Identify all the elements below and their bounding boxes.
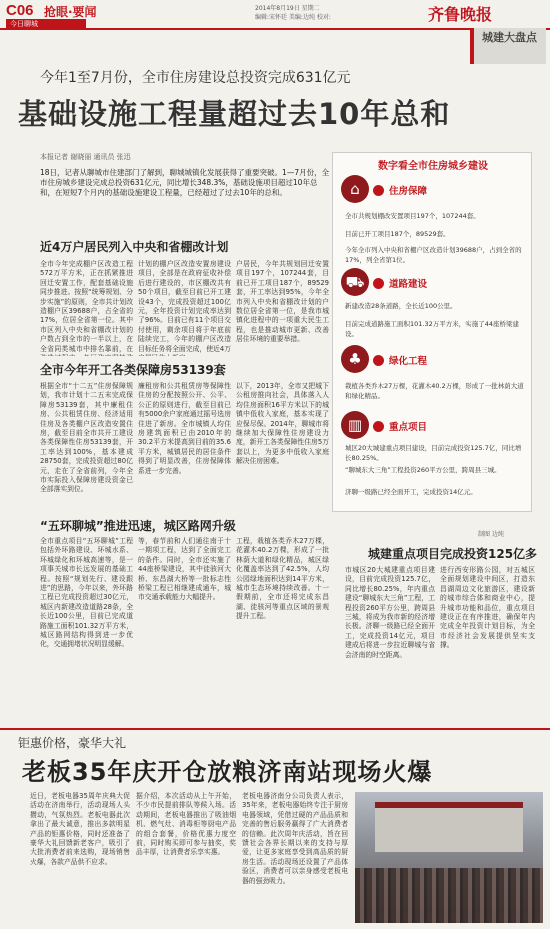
- article-column: 据介绍，本次活动从上午开始，不少市民提前排队等候入场。活动期间，老板电器推出了吸油烟机、燃气灶、消毒柜等厨电产品的组合套餐，价格优惠力度空前，同时购买即可参与抽奖，奖品丰厚，让消费者乐享实惠。: [136, 792, 236, 857]
- article-column: 计划的棚户区改造安置房建设项目，全部是在政府征收补偿后进行建设的，市区棚改共有50个项目，截至目前已开工建设43个，完成投资超过100亿元，全年投资计划完成率达到了96%。目前已有11个项目交付使用，剩余项目将于年底前陆续完工，今年的棚户区改造目标任务将全面完成，使近4万: [138, 260, 231, 353]
- infographic-credit: 制图 边纯: [478, 531, 504, 538]
- page-number: C06: [6, 2, 34, 19]
- photo-crowd: [355, 868, 543, 923]
- infographic-housing-heading: 住房保障: [373, 183, 427, 197]
- section-badge: [470, 28, 546, 64]
- event-photo: [355, 792, 543, 923]
- headline-kicker: 今年1至7月份，全市住房建设总投资完成631亿元: [40, 70, 351, 86]
- housing-line: 全市共规划棚改安置项目197个，107244套。: [345, 212, 480, 220]
- issue-date: 2014年8月19日 星期二: [255, 5, 320, 12]
- editor-credits: 编辑:宋怀廷 美编:边纯 校对:: [255, 14, 331, 21]
- section-heading: 城建重点项目完成投资125亿多: [368, 547, 538, 561]
- feature-kicker: 钜惠价格，豪华大礼: [18, 736, 127, 750]
- feature-headline: 老板35年庆开仓放粮济南站现场火爆: [22, 758, 433, 786]
- article-column: 全市今年完成棚户区改造工程572万平方米，正在抓紧推进回迁安置工作，配套基础设施同步推进。按照“统筹规划、分步实施”的原则，全市共计划改造棚户区39688户，占全省的17%，位居全省第一位。其中市区列入中央和省棚改计划的户数占到全市的一半以上，在全省同类城市中排名靠前，在: [40, 260, 133, 353]
- badge-text: 城建大盘点: [482, 31, 537, 44]
- section-heading: 全市今年开工各类保障房53139套: [40, 363, 226, 377]
- infographic-road-heading: 道路建设: [373, 276, 427, 290]
- article-column: 等，春节前和人们通往南于十一期项工程，达到了全面完工的条件。同时，全市还实施了44座桥梁建设，其中徒骇河大桥、东昌湖大桥等一批标志性桥梁工程已相继建成通车，城市交通承载能力大幅提升。: [138, 537, 231, 602]
- key-line: 城区20大城建重点项目建设，目前完成投资125.7亿，同比增长80.25%。: [345, 444, 522, 462]
- key-line: “聊城东大三角”工程投资260平方公里，跨周县三城。: [345, 466, 501, 474]
- main-headline: 基础设施工程量超过去10年总和: [18, 97, 451, 131]
- feature-divider: [0, 728, 550, 730]
- housing-line: 今年全市列入中央和省棚户区改造计划39688户，占到全省的17%，列全省第1位。: [345, 246, 522, 264]
- road-icon: ⛟: [341, 268, 369, 296]
- section-name: 抢眼·要闻: [44, 5, 97, 19]
- tree-icon: ♣: [341, 345, 369, 373]
- article-column: 进行西安形路公园，对五城区全面规划建设中间区，打造东昌湖周边文化旅游区，建设新的城市综合体和商业中心，提升城市功能和品位，重点项目建设正在有序推进，确保年内完成全年投资计划目标，为全市经济社会发展提供坚实支撑。: [440, 566, 535, 650]
- road-line: 新建改造28条道路，全长近100公里。: [345, 302, 457, 310]
- article-column: 全市重点项目“五环聊城”工程包括外环路建设、环城水系、环城绿化和环城高速等，是一项事关城市长远发展的基础工程。按照“规划先行、建设跟进”的思路，今年以来，外环路工程已完成投资超过30亿元，城区内新建改造道路28条，全长近100公里，目前已完成道路施工面积101.32万平方米，城区路网结构得到进一步优化，交通拥堵状况明显缓解。: [40, 537, 133, 649]
- photo-stage: [375, 802, 523, 852]
- road-line: 目前完成道路施工面积101.32万平方米，实施了44座桥梁建设。: [345, 320, 520, 338]
- infographic-key-heading: 重点项目: [373, 419, 427, 433]
- article-column: 工程，栽植各类乔木27万棵，花灌木40.2万棵，形成了一批林荫大道和绿化精品，城区绿化覆盖率达到了42.5%，人均公园绿地面积达到14平方米，城市生态环境持续改善。十一假期前，全市还将完成东昌湖、徒骇河等重点区域的景观提升工程。: [236, 537, 329, 621]
- infographic-title: 数字看全市住房城乡建设: [378, 161, 488, 172]
- article-column: 户居民，今年共规划回迁安置项目197个，107244套，目前已开工项目187个，89529套，开工率达到95%，今年全市列入中央和省棚改计划的户数位居全省第一位，是我市城镇化进程中的一项重大民生工程，也是推动城市更新、改善居住环境的重要举措。: [236, 260, 329, 344]
- housing-line: 目前已开工项目187个，89529套。: [345, 230, 450, 238]
- article-column: 老板电器济南分公司负责人表示，35年来，老板电器始终专注于厨房电器领域，凭借过硬的产品品质和完善的售后服务赢得了广大消费者的信赖。此次周年庆活动，旨在回馈社会各界长期以来的支持与厚爱，让更多家庭享受到高品质的厨房生活。活动现场还设置了产品体验区，消费者可以亲身感受老板电器的强劲吸力。: [242, 792, 348, 885]
- byline: 本报记者 谢晓丽 通讯员 张迅: [40, 153, 131, 161]
- article-column: 近日，老板电器35周年庆典大促活动在济南举行，活动现场人头攒动，气氛热烈。老板电器此次拿出了最大诚意，推出多款明星产品的钜惠价格，同时还准备了豪华大礼回馈新老客户，吸引了大批消费者前来选购，现场销售火爆，各款产品供不应求。: [30, 792, 130, 866]
- section-heading: “五环聊城”推进迅速，城区路网升级: [40, 519, 236, 533]
- key-line: 济聊一级路已经全面开工，完成投资14亿元。: [345, 488, 477, 496]
- article-column: 廉租房和公共租赁房等保障性住房的分配按照公开、公平、公正的原则进行，截至目前已有5000余户家庭通过摇号选房住进了新房。全市城镇人均住房建筑面积已由2010年的30.2平方米提高到目前的35.6平方米，城镇居民的居住条件得到了明显改善，住房保障体系进一步完善。: [138, 382, 231, 475]
- article-column: 以下，2013年，全市又把城下公租房推向社会，具体落入人均住房面积16平方米以下的城镇中低收入家庭，基本实现了应保尽保。2014年，聊城市将继续加大保障性住房建设力度，新开工各类保障性住房5万套以上，为更多中低收入家庭解决住房困难。: [236, 382, 329, 466]
- green-line: 栽植各类乔木27万棵，花灌木40.2万棵，形成了一批林荫大道和绿化精品。: [345, 382, 524, 400]
- newspaper-logo: 齐鲁晚报: [428, 5, 493, 24]
- lead-paragraph: 18日，记者从聊城市住建部门了解到，聊城城镇化发展获得了重要突破。1—7月份，全市住房城乡建设完成总投资631亿元，同比增长348.3%，基础设施项目超过10年总和，在短短7个月内的基础设施建设工程量，已经超过了过去10年的总和。: [40, 168, 330, 197]
- infographic-green-heading: 绿化工程: [373, 353, 427, 367]
- article-column: 根据全市“十二五”住房保障规划，我市计划十二五末完成保障房53139套，其中廉租住房、公共租赁住房、经济适用住房及各类棚户区改造安置住房，截至目前全市共开工建设各类保障性住房53139套，开工率达到100%，基本建成28750套，完成投资超过80亿元，走在了全省前列，今年全市实际投入保障房建设资金已全部落实到位。: [40, 382, 133, 494]
- section-heading: 近4万户居民列入中央和省棚改计划: [40, 240, 229, 254]
- house-icon: ⌂: [341, 175, 369, 203]
- infographic: [332, 152, 532, 512]
- article-column: 市城区20大城建重点项目建设，目前完成投资125.7亿，同比增长80.25%，年内重点建设“聊城东大三角”工程，工程投资260平方公里，跨周县三城，将成为我市新的经济增长极。济聊一级路已经全面开工，完成投资14亿元，项目建成后将进一步拉近聊城与省会济南的时空距离。: [345, 566, 435, 659]
- building-icon: ▥: [341, 411, 369, 439]
- masthead: [0, 0, 550, 30]
- section-bar: 今日聊城: [6, 19, 86, 29]
- masthead-meta: [255, 4, 425, 22]
